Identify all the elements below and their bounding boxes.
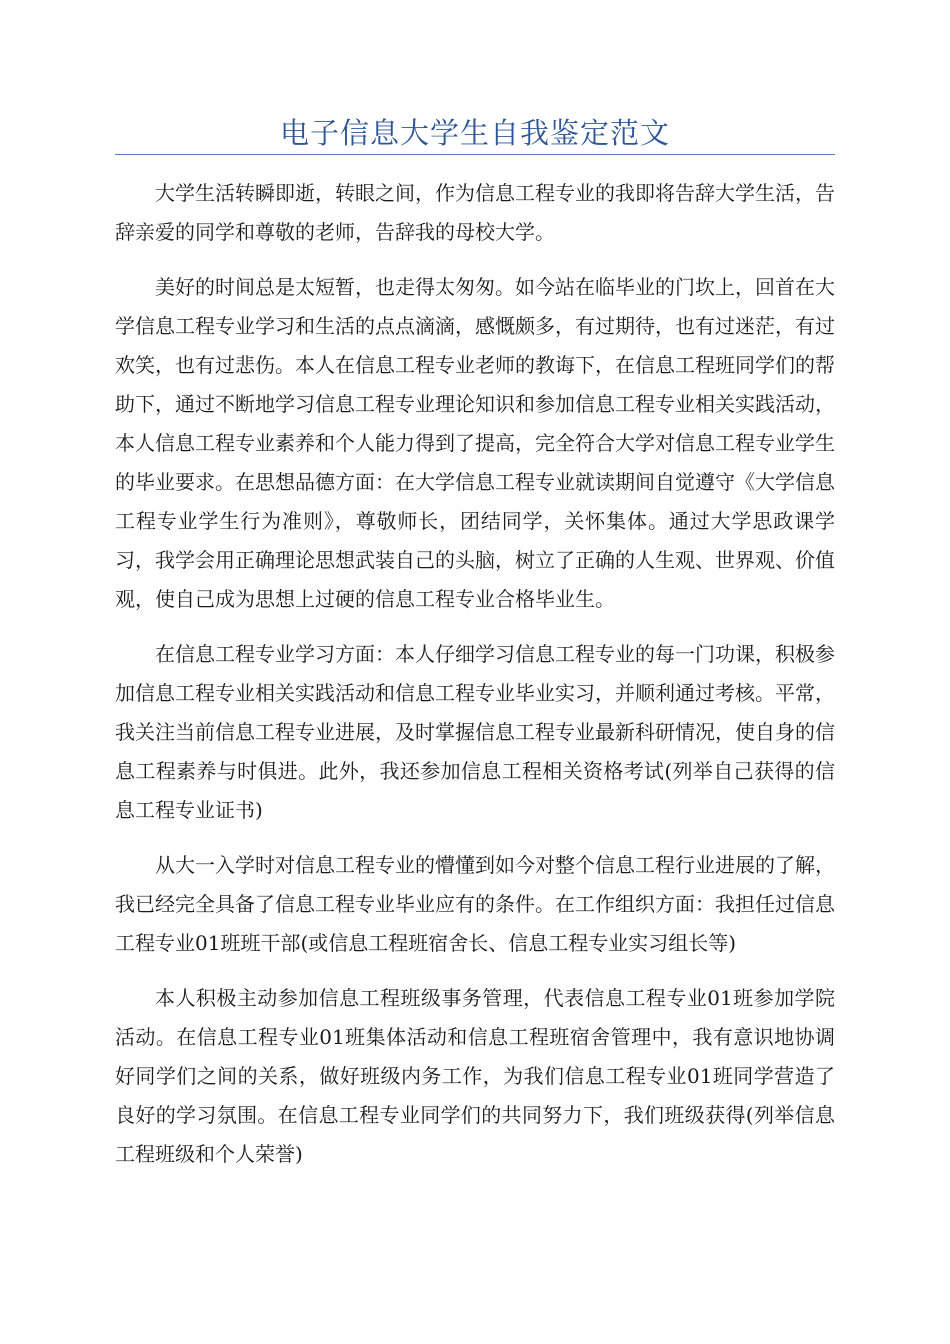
title-underline bbox=[115, 154, 835, 155]
paragraph-ideology: 美好的时间总是太短暂，也走得太匆匆。如今站在临毕业的门坎上，回首在大学信息工程专业学习和生活的点点滴滴，感慨颇多，有过期待，也有过迷茫，有过欢笑，也有过悲伤。本人在信息工程专业老师的教诲下，在信息工程班同学们的帮助下，通过不断地学习信息工程专业理论知识和参加信息工程专业相关实践活动，本人信息工程专业素养和个人能力得到了提高，完全符合大学对信息工程专业学生的毕业要求。在思想品德方面：在大学信息工程专业就读期间自觉遵守《大学信息工程专业学生行为准则》，尊敬师长，团结同学，关怀集体。通过大学思政课学习，我学会用正确理论思想武装自己的头脑，树立了正确的人生观、世界观、价值观，使自己成为思想上过硬的信息工程专业合格毕业生。 bbox=[115, 275, 835, 611]
document-title: 电子信息大学生自我鉴定范文 bbox=[279, 116, 670, 150]
paragraph-intro: 大学生活转瞬即逝，转眼之间，作为信息工程专业的我即将告辞大学生活，告辞亲爱的同学和尊敬的老师，告辞我的母校大学。 bbox=[115, 181, 835, 244]
paragraph-work: 从大一入学时对信息工程专业的懵懂到如今对整个信息工程行业进展的了解，我已经完全具备了信息工程专业毕业应有的条件。在工作组织方面：我担任过信息工程专业01班班干部(或信息工程班宿舍长、信息工程专业实习组长等) bbox=[115, 853, 835, 955]
paragraph-class-affairs: 本人积极主动参加信息工程班级事务管理，代表信息工程专业01班参加学院活动。在信息工程专业01班集体活动和信息工程班宿舍管理中，我有意识地协调好同学们之间的关系，做好班级内务工作，为我们信息工程专业01班同学营造了良好的学习氛围。在信息工程专业同学们的共同努力下，我们班级获得(列举信息工程班级和个人荣誉) bbox=[115, 986, 835, 1166]
document-body bbox=[115, 174, 835, 1190]
paragraph-study: 在信息工程专业学习方面：本人仔细学习信息工程专业的每一门功课，积极参加信息工程专业相关实践活动和信息工程专业毕业实习，并顺利通过考核。平常，我关注当前信息工程专业进展，及时掌握信息工程专业最新科研情况，使自身的信息工程素养与时俱进。此外，我还参加信息工程相关资格考试(列举自己获得的信息工程专业证书) bbox=[115, 642, 835, 822]
